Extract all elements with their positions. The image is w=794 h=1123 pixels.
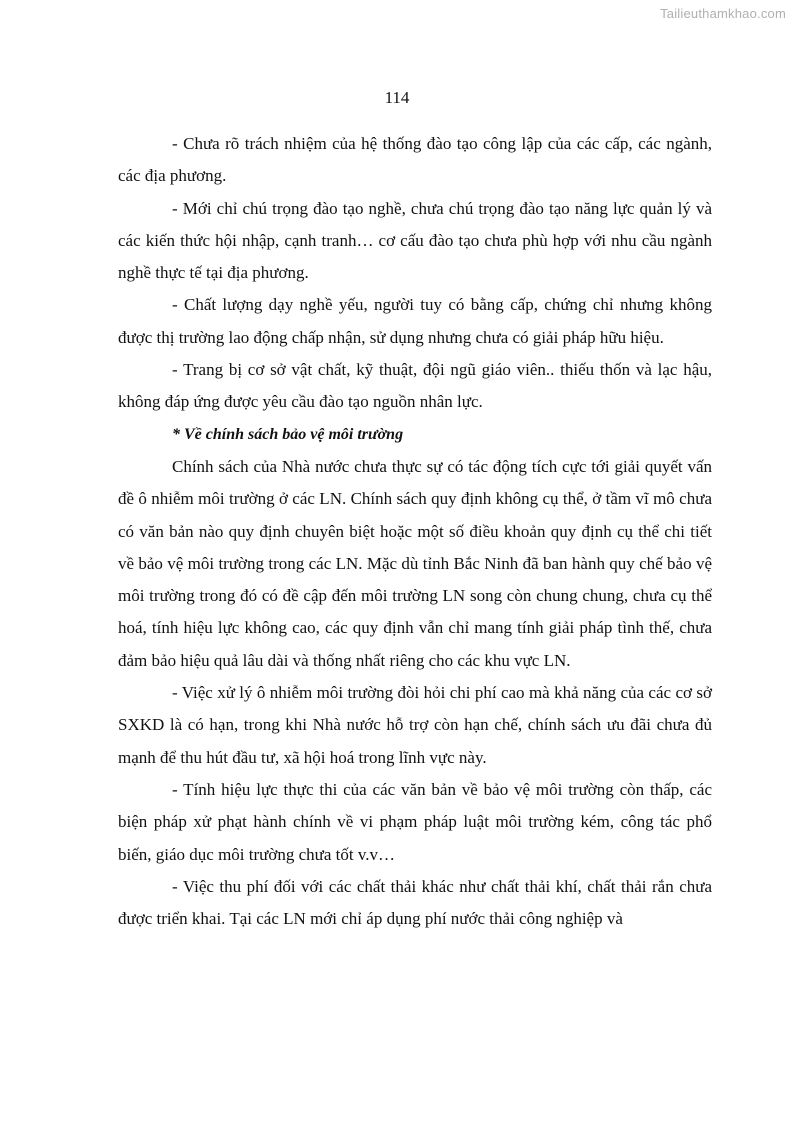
paragraph-environment-policy: Chính sách của Nhà nước chưa thực sự có tác động tích cực tới giải quyết vấn đề ô nhiễm môi trường ở các LN. Chính sách quy định không cụ thể, ở tầm vĩ mô chưa có văn bản nào quy định chuyên biệt hoặc một số điều khoản quy định cụ thể chi tiết về bảo vệ môi trường trong các LN. Mặc dù tỉnh Bắc Ninh đã ban hành quy chế bảo vệ môi trường trong đó có đề cập đến môi trường LN song còn chung chung, chưa cụ thể hoá, tính hiệu lực không cao, các quy định vẫn chỉ mang tính giải pháp tình thế, chưa đảm bảo hiệu quả lâu dài và thống nhất riêng cho các khu vực LN. [118, 456, 712, 670]
paragraph-pollution-cost: - Việc xử lý ô nhiễm môi trường đòi hỏi chi phí cao mà khả năng của các cơ sở SXKD là có hạn, trong khi Nhà nước hỗ trợ còn hạn chế, chính sách ưu đãi chưa đủ mạnh để thu hút đầu tư, xã hội hoá trong lĩnh vực này. [118, 683, 712, 767]
page-number: 114 [384, 88, 410, 107]
paragraph-training-facilities: - Trang bị cơ sở vật chất, kỹ thuật, đội ngũ giáo viên.. thiếu thốn và lạc hậu, không đáp ứng được yêu cầu đào tạo nguồn nhân lực. [118, 360, 712, 412]
section-heading-environment-policy: * Về chính sách bảo vệ môi trường [172, 425, 404, 443]
watermark-text: Tailieuthamkhao.com [660, 6, 786, 21]
document-body [118, 128, 712, 935]
paragraph-training-focus: - Mới chỉ chú trọng đào tạo nghề, chưa chú trọng đào tạo năng lực quản lý và các kiến thức hội nhập, cạnh tranh… cơ cấu đào tạo chưa phù hợp với nhu cầu ngành nghề thực tế tại địa phương. [118, 198, 712, 283]
paragraph-training-quality: - Chất lượng dạy nghề yếu, người tuy có bằng cấp, chứng chỉ nhưng không được thị trường lao động chấp nhận, sử dụng nhưng chưa có giải pháp hữu hiệu. [118, 295, 712, 347]
paragraph-enforcement: - Tính hiệu lực thực thi của các văn bản về bảo vệ môi trường còn thấp, các biện pháp xử phạt hành chính về vi phạm pháp luật môi trường kém, công tác phổ biến, giáo dục môi trường chưa tốt v.v… [118, 779, 712, 864]
paragraph-waste-fees: - Việc thu phí đối với các chất thải khác như chất thải khí, chất thải rắn chưa được triển khai. Tại các LN mới chỉ áp dụng phí nước thải công nghiệp và [118, 876, 712, 929]
paragraph-training-responsibility: - Chưa rõ trách nhiệm của hệ thống đào tạo công lập của các cấp, các ngành, các địa phương. [118, 134, 712, 186]
